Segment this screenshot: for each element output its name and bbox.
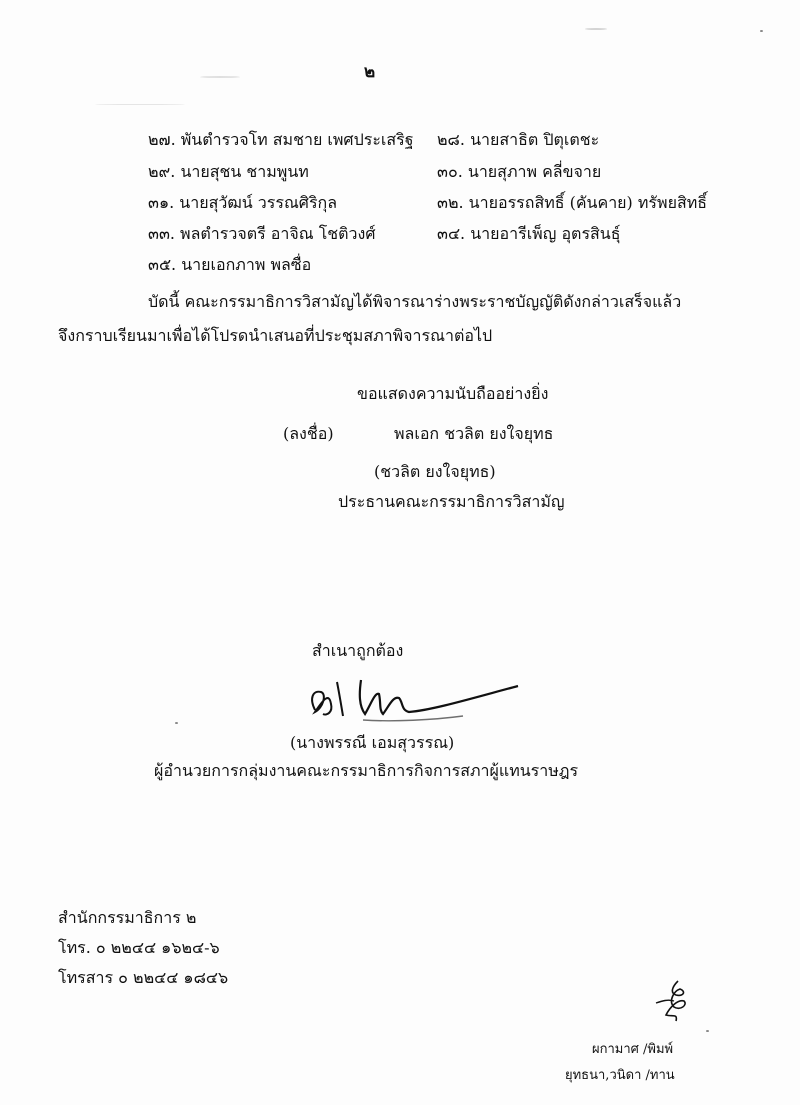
member-entry: ๓๐. นายสุภาพ คลี่ขจาย (437, 162, 602, 181)
member-entry: ๓๓. พลตำรวจตรี อาจิณ โชติวงศ์ (148, 224, 376, 243)
scan-speck (585, 28, 607, 30)
signer-name: พลเอก ชวลิต ยงใจยุทธ (394, 424, 554, 443)
scan-speck (706, 1030, 709, 1032)
member-entry: ๒๘. นายสาธิต ปิตุเตชะ (437, 130, 600, 149)
body-paragraph-line: จึงกราบเรียนมาเพื่อได้โปรดนำเสนอที่ประชุมสภาพิจารณาต่อไป (58, 326, 493, 345)
closing-salutation: ขอแสดงความนับถืออย่างยิ่ง (357, 384, 549, 403)
phone-number: โทร. ๐ ๒๒๔๔ ๑๖๒๔-๖ (58, 938, 220, 957)
member-entry: ๒๗. พันตำรวจโท สมชาย เพศประเสริฐ (148, 130, 414, 149)
typist-credit: ผกามาศ /พิมพ์ (592, 1042, 674, 1057)
member-entry: ๒๙. นายสุชน ชามพูนท (148, 162, 309, 181)
scan-speck (175, 722, 178, 724)
member-entry: ๓๕. นายเอกภาพ พลซื่อ (148, 255, 312, 274)
handwritten-initials (648, 977, 698, 1027)
signed-label: (ลงชื่อ) (283, 424, 334, 443)
scan-speck (200, 76, 240, 78)
body-paragraph-line: บัดนี้ คณะกรรมาธิการวิสามัญได้พิจารณาร่างพระราชบัญญัติดังกล่าวเสร็จแล้ว (148, 292, 682, 311)
fax-number: โทรสาร ๐ ๒๒๔๔ ๑๘๔๖ (58, 968, 229, 987)
handwritten-signature (293, 670, 523, 730)
member-entry: ๓๑. นายสุวัฒน์ วรรณศิริกุล (148, 193, 338, 212)
member-entry: ๓๔. นายอารีเพ็ญ อุตรสินธุ์ (437, 224, 621, 243)
certified-copy-label: สำเนาถูกต้อง (312, 641, 404, 660)
signer-title: ประธานคณะกรรมาธิการวิสามัญ (338, 492, 565, 511)
proofreader-credit: ยุทธนา,วนิดา /ทาน (565, 1068, 675, 1083)
scan-speck (95, 104, 185, 105)
certifier-title: ผู้อำนวยการกลุ่มงานคณะกรรมาธิการกิจการสภาผู้แทนราษฎร (154, 761, 579, 780)
page-number: ๒ (364, 62, 376, 82)
member-entry: ๓๒. นายอรรถสิทธิ์ (คันคาย) ทรัพยสิทธิ์ (437, 193, 708, 212)
certifier-name: (นางพรรณี เอมสุวรรณ) (290, 733, 455, 752)
signer-name-parenthetical: (ชวลิต ยงใจยุทธ) (374, 462, 496, 481)
scan-speck (760, 30, 763, 32)
office-name: สำนักกรรมาธิการ ๒ (58, 908, 197, 927)
